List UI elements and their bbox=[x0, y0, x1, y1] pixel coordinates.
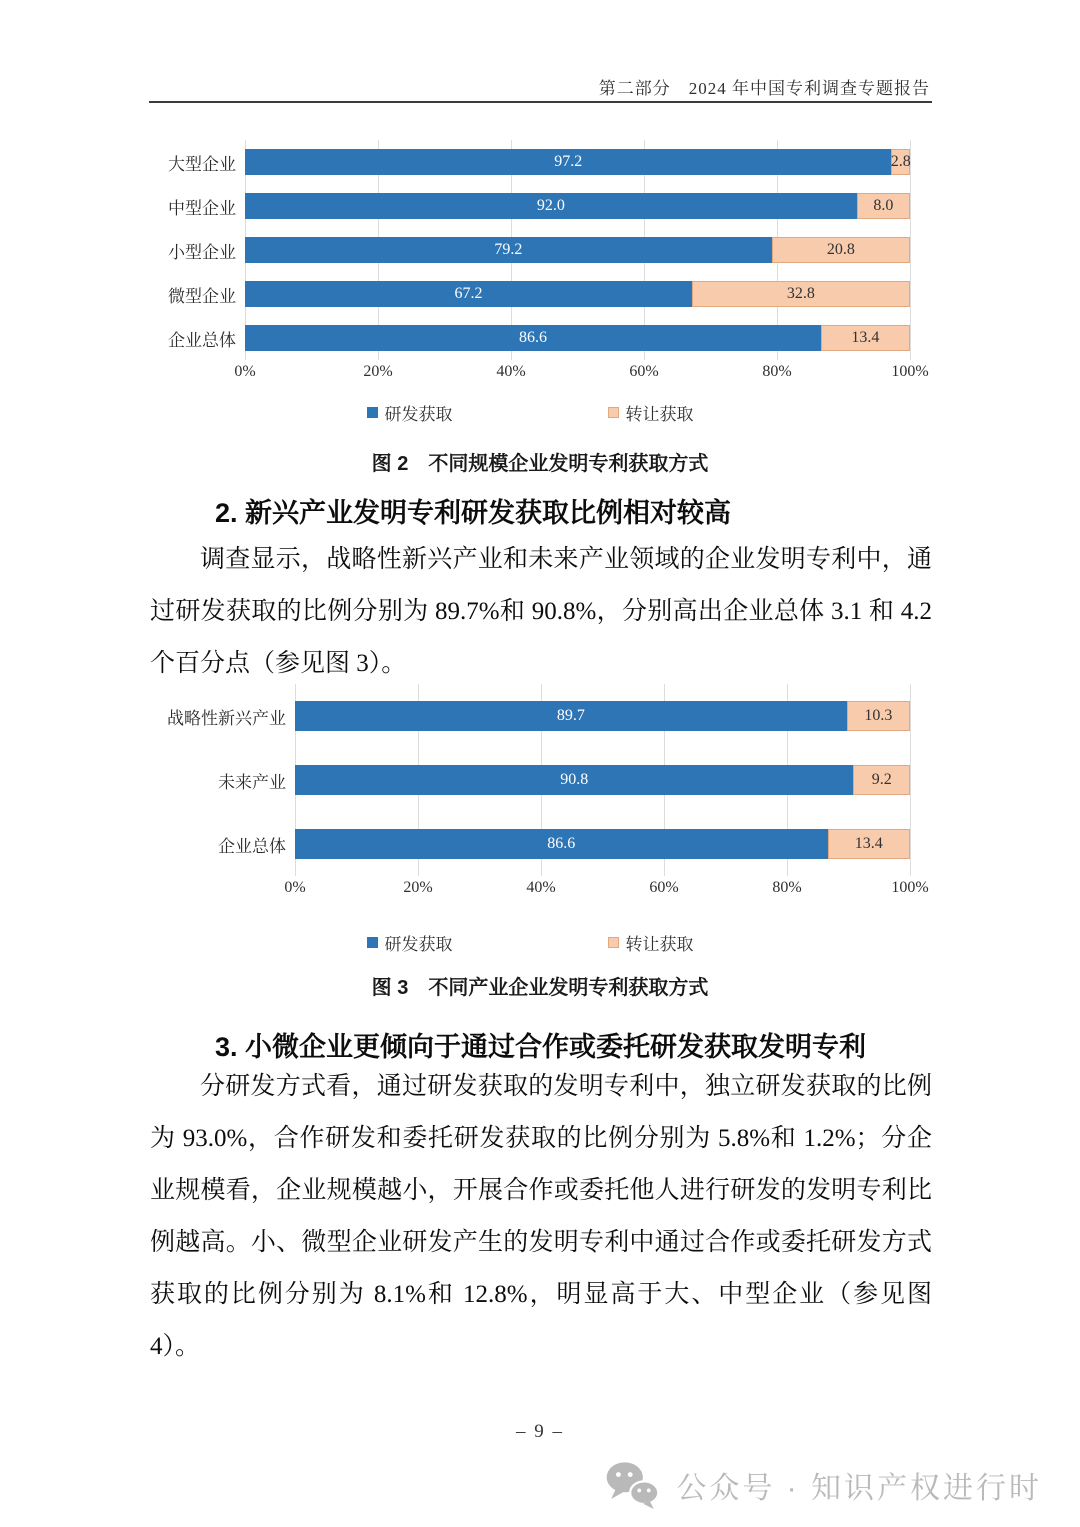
bar-value-label: 90.8 bbox=[560, 771, 589, 788]
figure3-legend bbox=[150, 930, 910, 955]
bar-value-label: 32.8 bbox=[786, 285, 815, 302]
figure2-caption: 图 2 不同规模企业发明专利获取方式 bbox=[371, 453, 709, 475]
bar-value-label: 13.4 bbox=[854, 835, 883, 852]
section-paragraph-2: 调查显示，战略性新兴产业和未来产业领域的企业发明专利中，通过研发获取的比例分别为 89.7%和 90.8%，分别高出企业总体 3.1 和 4.2 个百分点（参见图 3）。 bbox=[150, 546, 932, 677]
figure2-legend bbox=[150, 400, 910, 425]
bar-segment bbox=[891, 149, 910, 175]
legend-item bbox=[367, 930, 453, 955]
category-label: 企业总体 bbox=[218, 836, 286, 856]
figure2-plot-area bbox=[150, 140, 910, 360]
category-label: 大型企业 bbox=[168, 154, 236, 174]
bar-track bbox=[245, 149, 910, 175]
bar-track bbox=[245, 281, 910, 307]
bar-segment bbox=[821, 325, 910, 351]
category-label: 中型企业 bbox=[168, 198, 236, 218]
bar-track bbox=[295, 829, 910, 859]
bar-value-label: 13.4 bbox=[851, 329, 880, 346]
axis-tick-label: 20% bbox=[403, 879, 433, 896]
category-label: 未来产业 bbox=[218, 772, 286, 792]
bar-segment bbox=[245, 281, 692, 307]
axis-tick-label: 80% bbox=[762, 363, 792, 380]
axis-tick-label: 80% bbox=[772, 879, 802, 896]
figure2-chart bbox=[150, 140, 929, 425]
section-paragraph-3: 分研发方式看，通过研发获取的发明专利中，独立研发获取的比例为 93.0%，合作研发和委托研发获取的比例分别为 5.8%和 1.2%；分企业规模看，企业规模越小，开展合作或委托他人进行研发的发明专利比例越高。小、微型企业研发产生的发明专利中通过合作或委托研发方式获取的比例分别为 8.1%和 12.8%，明显高于大、中型企业（参见图 4）。 bbox=[150, 1073, 932, 1360]
bar-segment bbox=[857, 193, 910, 219]
watermark bbox=[603, 1460, 1042, 1510]
bar-value-label: 92.0 bbox=[536, 197, 565, 214]
axis-tick-label: 0% bbox=[284, 879, 306, 896]
bar-segment bbox=[847, 701, 910, 731]
category-label: 小型企业 bbox=[168, 242, 236, 262]
figure3-plot-area bbox=[150, 684, 910, 876]
legend-swatch bbox=[608, 407, 619, 418]
bar-segment bbox=[295, 765, 853, 795]
legend-swatch bbox=[367, 407, 378, 418]
chart-row bbox=[150, 812, 910, 876]
category-label: 企业总体 bbox=[168, 330, 236, 350]
bar-segment bbox=[692, 281, 910, 307]
bar-value-label: 9.2 bbox=[871, 771, 892, 788]
figure3-caption: 图 3 不同产业企业发明专利获取方式 bbox=[371, 977, 709, 999]
bar-segment bbox=[245, 237, 772, 263]
legend-label: 转让获取 bbox=[625, 935, 694, 954]
axis-tick-label: 40% bbox=[526, 879, 556, 896]
axis-tick-label: 20% bbox=[363, 363, 393, 380]
bar-track bbox=[245, 325, 910, 351]
legend-item bbox=[608, 400, 694, 425]
bar-value-label: 10.3 bbox=[864, 707, 893, 724]
figure2-x-axis bbox=[234, 363, 929, 387]
category-label: 战略性新兴产业 bbox=[167, 708, 286, 728]
bar-value-label: 2.8 bbox=[890, 153, 911, 170]
legend-label: 研发获取 bbox=[384, 935, 453, 954]
bar-value-label: 8.0 bbox=[873, 197, 894, 214]
bar-track bbox=[245, 237, 910, 263]
bar-segment bbox=[295, 829, 828, 859]
legend-label: 研发获取 bbox=[384, 405, 453, 424]
chart-row bbox=[150, 184, 910, 228]
bar-track bbox=[295, 701, 910, 731]
bar-segment bbox=[828, 829, 910, 859]
bar-value-label: 67.2 bbox=[454, 285, 483, 302]
bar-value-label: 20.8 bbox=[826, 241, 855, 258]
bar-segment bbox=[772, 237, 910, 263]
chart-row bbox=[150, 684, 910, 748]
chart-row bbox=[150, 748, 910, 812]
axis-tick-label: 100% bbox=[891, 363, 929, 380]
bar-value-label: 86.6 bbox=[547, 835, 576, 852]
gridline bbox=[910, 140, 911, 360]
page-header: 第二部分 2024 年中国专利调查专题报告 bbox=[598, 79, 930, 98]
legend-item bbox=[608, 930, 694, 955]
header-divider bbox=[149, 101, 932, 103]
category-label: 微型企业 bbox=[168, 286, 236, 306]
gridline bbox=[910, 684, 911, 876]
axis-tick-label: 100% bbox=[891, 879, 929, 896]
bar-segment bbox=[245, 193, 857, 219]
bar-value-label: 79.2 bbox=[494, 241, 523, 258]
figure3-x-axis bbox=[284, 879, 929, 903]
bar-segment bbox=[245, 149, 891, 175]
chart-row bbox=[150, 316, 910, 360]
axis-tick-label: 0% bbox=[234, 363, 256, 380]
bar-value-label: 89.7 bbox=[556, 707, 585, 724]
section-heading-3: 3. 小微企业更倾向于通过合作或委托研发获取发明专利 bbox=[215, 1032, 867, 1062]
chart-row bbox=[150, 272, 910, 316]
legend-label: 转让获取 bbox=[625, 405, 694, 424]
chart-row bbox=[150, 228, 910, 272]
bar-value-label: 97.2 bbox=[554, 153, 583, 170]
bar-track bbox=[245, 193, 910, 219]
axis-tick-label: 60% bbox=[649, 879, 679, 896]
page-number: – 9 – bbox=[516, 1421, 564, 1442]
bar-segment bbox=[853, 765, 910, 795]
bar-segment bbox=[245, 325, 821, 351]
chart-row bbox=[150, 140, 910, 184]
figure3-chart bbox=[150, 684, 929, 955]
legend-item bbox=[367, 400, 453, 425]
watermark-text: 公众号 · 知识产权进行时 bbox=[676, 1472, 1042, 1505]
bar-value-label: 86.6 bbox=[518, 329, 547, 346]
axis-tick-label: 60% bbox=[629, 363, 659, 380]
axis-tick-label: 40% bbox=[496, 363, 526, 380]
section-heading-2: 2. 新兴产业发明专利研发获取比例相对较高 bbox=[215, 498, 732, 528]
legend-swatch bbox=[367, 937, 378, 948]
bar-track bbox=[295, 765, 910, 795]
wechat-icon bbox=[603, 1460, 661, 1510]
bar-segment bbox=[295, 701, 847, 731]
legend-swatch bbox=[608, 937, 619, 948]
